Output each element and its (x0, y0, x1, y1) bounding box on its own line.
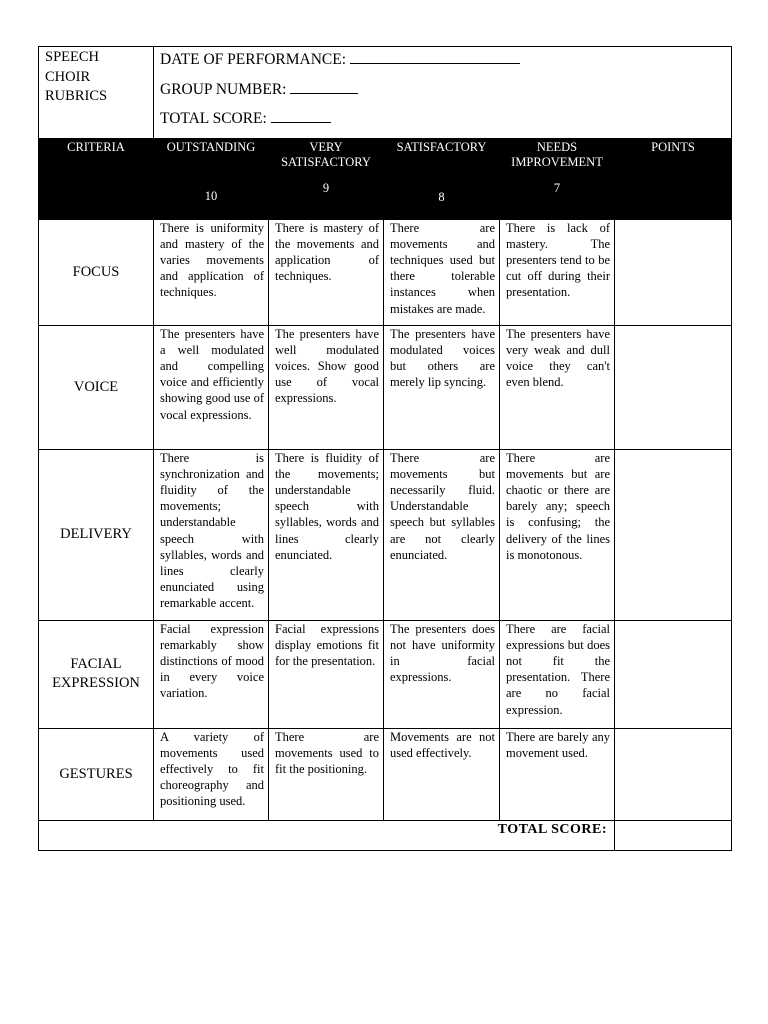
criterion-row-delivery (39, 449, 732, 620)
descriptor-outstanding (154, 620, 269, 728)
level-label: IMPROVEMENT (511, 154, 603, 169)
level-label: NEEDS (536, 139, 578, 154)
criterion-name: GESTURES (39, 728, 154, 820)
descriptor-text: The presenters does not have uniformity in facial expressions. (390, 621, 495, 685)
descriptor-outstanding (154, 449, 269, 620)
points-cell[interactable] (615, 325, 732, 449)
descriptor-text: Facial expression remarkably show distinctions of mood in every voice variation. (160, 621, 264, 701)
descriptor-text: There is lack of mastery. The presenters tend to be cut off during their presentation. (506, 220, 610, 300)
descriptor-text: The presenters have a well modulated and compelling voice and efficiently showing good use of vocal expressions. (160, 326, 264, 422)
descriptor-text: There is uniformity and mastery of the varies movements and application of techniques. (160, 220, 264, 300)
level-score: 8 (438, 189, 445, 204)
criteria-header (39, 138, 154, 219)
descriptor-text: There is mastery of the movements and application of techniques. (275, 220, 379, 284)
level-header-very-satisfactory (269, 138, 384, 219)
descriptor-text: The presenters have modulated voices but others are merely lip syncing. (390, 326, 495, 390)
descriptor-very-satisfactory (269, 325, 384, 449)
descriptor-needs-improvement (500, 325, 615, 449)
descriptor-text: There are movements used to fit the positioning. (275, 729, 379, 776)
descriptor-very-satisfactory (269, 219, 384, 325)
level-label: OUTSTANDING (166, 139, 256, 154)
points-cell[interactable] (615, 449, 732, 620)
rubric-title (39, 47, 154, 139)
level-label: SATISFACTORY (396, 139, 487, 154)
descriptor-text: There are barely any movement used. (506, 729, 610, 760)
level-header-outstanding (154, 138, 269, 219)
criterion-name: VOICE (39, 325, 154, 449)
criterion-row-gestures (39, 728, 732, 820)
points-cell[interactable] (615, 219, 732, 325)
level-header-needs-improvement (500, 138, 615, 219)
group-blank-line[interactable] (290, 79, 358, 94)
descriptor-very-satisfactory (269, 620, 384, 728)
descriptor-text: There is fluidity of the movements; understandable speech with syllables, words and lines clearly enunciated. (275, 450, 379, 562)
points-header-label: POINTS (651, 139, 695, 154)
score-label: TOTAL SCORE: (160, 110, 267, 127)
descriptor-text: There are movements but are chaotic or there are barely any; speech is confusing; the delivery of the lines is monotonous. (506, 450, 610, 562)
criterion-row-voice (39, 325, 732, 449)
criterion-name-line: FACIAL (70, 656, 122, 672)
descriptor-satisfactory (384, 620, 500, 728)
header-info-row (39, 47, 732, 139)
descriptor-satisfactory (384, 728, 500, 820)
group-number-field[interactable] (160, 79, 725, 109)
total-score-label: TOTAL SCORE: (39, 820, 615, 850)
descriptor-satisfactory (384, 449, 500, 620)
level-score: 10 (204, 188, 218, 203)
total-score-cell[interactable] (615, 820, 732, 850)
points-cell[interactable] (615, 620, 732, 728)
descriptor-satisfactory (384, 219, 500, 325)
descriptor-very-satisfactory (269, 728, 384, 820)
descriptor-needs-improvement (500, 219, 615, 325)
descriptor-text: Movements are not used effectively. (390, 729, 495, 760)
descriptor-text: There are movements and techniques used but there tolerable instances when mistakes are made. (390, 220, 495, 316)
criterion-row-facial-expression (39, 620, 732, 728)
level-label: SATISFACTORY (281, 154, 371, 169)
total-score-row (39, 820, 732, 850)
criterion-name (39, 620, 154, 728)
criterion-name: DELIVERY (39, 449, 154, 620)
group-label: GROUP NUMBER: (160, 80, 287, 98)
title-line: RUBRICS (45, 88, 108, 104)
descriptor-text: There are movements but necessarily fluid. Understandable speech but syllables are not clearly enunciated. (390, 450, 495, 562)
date-blank-line[interactable] (350, 49, 520, 64)
descriptor-text: Facial expressions display emotions fit for the presentation. (275, 621, 379, 668)
score-blank-line[interactable] (271, 108, 331, 123)
criterion-name-line: EXPRESSION (52, 675, 140, 691)
descriptor-satisfactory (384, 325, 500, 449)
rubric-table (38, 46, 732, 851)
descriptor-outstanding (154, 728, 269, 820)
descriptor-needs-improvement (500, 620, 615, 728)
total-score-field[interactable] (160, 108, 725, 138)
date-label: DATE OF PERFORMANCE: (160, 51, 347, 68)
descriptor-outstanding (154, 219, 269, 325)
descriptor-text: A variety of movements used effectively to fit choreography and positioning used. (160, 729, 264, 809)
descriptor-needs-improvement (500, 728, 615, 820)
points-cell[interactable] (615, 728, 732, 820)
descriptor-needs-improvement (500, 449, 615, 620)
descriptor-outstanding (154, 325, 269, 449)
descriptor-very-satisfactory (269, 449, 384, 620)
descriptor-text: There are facial expressions but does not fit the presentation. There are no facial expression. (506, 621, 610, 717)
date-of-performance-field[interactable] (160, 49, 725, 79)
points-header (615, 138, 732, 219)
level-label: VERY (309, 139, 343, 154)
criterion-name: FOCUS (39, 219, 154, 325)
level-header-satisfactory (384, 138, 500, 219)
level-score: 7 (553, 180, 561, 195)
title-line: CHOIR (45, 68, 91, 85)
criteria-header-label: CRITERIA (67, 139, 125, 154)
title-line: SPEECH (45, 49, 99, 65)
level-score: 9 (322, 180, 330, 195)
descriptor-text: The presenters have well modulated voices. Show good use of vocal expressions. (275, 326, 379, 406)
criteria-header-row (39, 138, 732, 219)
descriptor-text: The presenters have very weak and dull voice they can't even blend. (506, 326, 610, 390)
performance-info (154, 47, 732, 139)
criterion-row-focus (39, 219, 732, 325)
descriptor-text: There is synchronization and fluidity of the movements; understandable speech with syllables, words and lines clearly enunciated using remarkable accent. (160, 450, 264, 611)
